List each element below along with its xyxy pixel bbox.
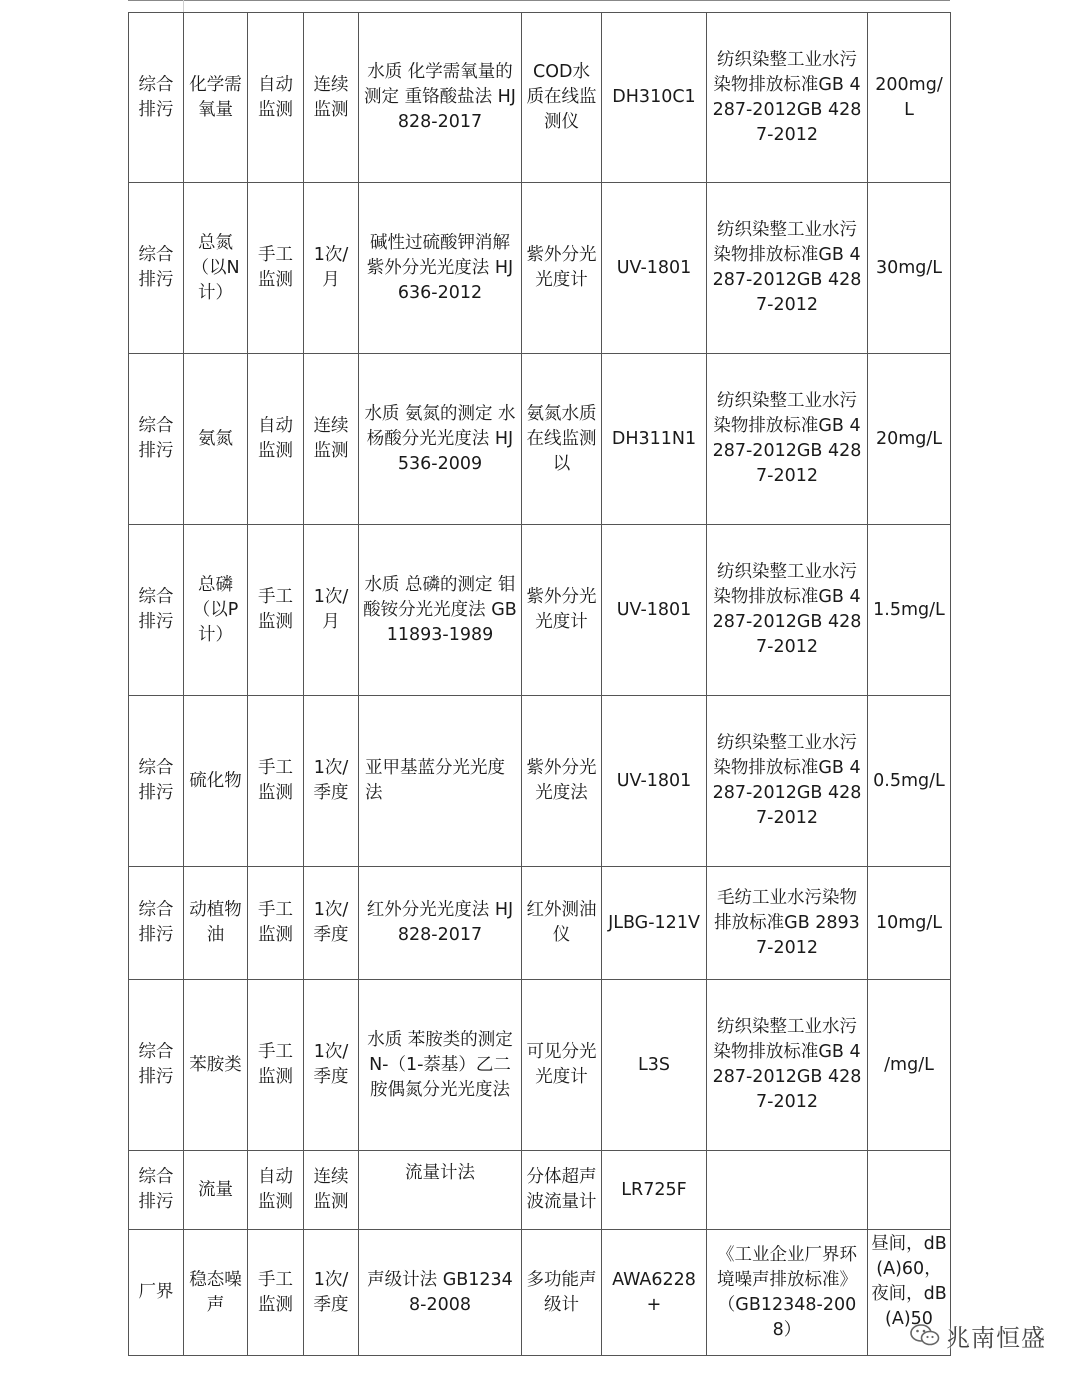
model-cell: UV-1801 <box>602 183 707 354</box>
frequency-cell: 1次/季度 <box>304 1230 359 1356</box>
watermark <box>910 1318 1046 1352</box>
model-cell: UV-1801 <box>602 525 707 696</box>
pollutant-cell: 总磷（以P计） <box>184 525 248 696</box>
pollutant-cell: 氨氮 <box>184 354 248 525</box>
pollutant-cell: 总氮（以N计） <box>184 183 248 354</box>
pollutant-cell: 动植物油 <box>184 867 248 980</box>
category-cell: 综合排污 <box>129 867 184 980</box>
mode-cell: 手工监测 <box>248 1230 304 1356</box>
limit-cell: 10mg/L <box>868 867 951 980</box>
standard-cell: 纺织染整工业水污染物排放标准GB 4287-2012GB 4287-2012 <box>707 183 868 354</box>
table-row <box>129 354 951 525</box>
mode-cell: 手工监测 <box>248 183 304 354</box>
method-cell: 水质 苯胺类的测定 N-（1-萘基）乙二胺偶氮分光光度法 <box>359 980 522 1151</box>
mode-cell: 手工监测 <box>248 696 304 867</box>
limit-cell: 1.5mg/L <box>868 525 951 696</box>
mode-cell: 自动监测 <box>248 1151 304 1230</box>
instrument-cell: 分体超声波流量计 <box>522 1151 602 1230</box>
category-cell: 综合排污 <box>129 183 184 354</box>
frequency-cell: 连续监测 <box>304 354 359 525</box>
pollutant-cell: 苯胺类 <box>184 980 248 1151</box>
watermark-text: 兆南恒盛 <box>946 1323 1046 1352</box>
standard-cell: 纺织染整工业水污染物排放标准GB 4287-2012GB 4287-2012 <box>707 525 868 696</box>
instrument-cell: 紫外分光光度计 <box>522 525 602 696</box>
frequency-cell: 1次/月 <box>304 525 359 696</box>
model-cell: LR725F <box>602 1151 707 1230</box>
frequency-cell: 1次/月 <box>304 183 359 354</box>
model-cell: DH310C1 <box>602 13 707 183</box>
standard-cell: 毛纺工业水污染物排放标准GB 28937-2012 <box>707 867 868 980</box>
instrument-cell: COD水质在线监测仪 <box>522 13 602 183</box>
table-row <box>129 696 951 867</box>
category-cell: 综合排污 <box>129 354 184 525</box>
limit-cell: 昼间，dB(A)60，夜间，dB(A)50 <box>868 1230 951 1356</box>
frequency-cell: 1次/季度 <box>304 980 359 1151</box>
previous-table-edge <box>183 0 184 12</box>
standard-cell: 纺织染整工业水污染物排放标准GB 4287-2012GB 4287-2012 <box>707 696 868 867</box>
standard-cell: 《工业企业厂界环境噪声排放标准》（GB12348-2008） <box>707 1230 868 1356</box>
mode-cell: 手工监测 <box>248 980 304 1151</box>
table-row <box>129 183 951 354</box>
standard-cell: 纺织染整工业水污染物排放标准GB 4287-2012GB 4287-2012 <box>707 13 868 183</box>
instrument-cell: 紫外分光光度计 <box>522 183 602 354</box>
limit-cell <box>868 1151 951 1230</box>
model-cell: AWA6228+ <box>602 1230 707 1356</box>
method-cell: 水质 总磷的测定 钼酸铵分光光度法 GB 11893-1989 <box>359 525 522 696</box>
monitoring-table <box>128 12 951 1356</box>
instrument-cell: 氨氮水质在线监测以 <box>522 354 602 525</box>
method-cell: 流量计法 <box>359 1151 522 1230</box>
pollutant-cell: 硫化物 <box>184 696 248 867</box>
method-cell: 水质 氨氮的测定 水杨酸分光光度法 HJ 536-2009 <box>359 354 522 525</box>
pollutant-cell: 流量 <box>184 1151 248 1230</box>
method-cell: 亚甲基蓝分光光度法 <box>359 696 522 867</box>
method-cell: 声级计法 GB12348-2008 <box>359 1230 522 1356</box>
table-row <box>129 980 951 1151</box>
frequency-cell: 1次/季度 <box>304 867 359 980</box>
model-cell: L3S <box>602 980 707 1151</box>
category-cell: 综合排污 <box>129 525 184 696</box>
frequency-cell: 连续监测 <box>304 13 359 183</box>
mode-cell: 自动监测 <box>248 13 304 183</box>
limit-cell: 200mg/L <box>868 13 951 183</box>
instrument-cell: 红外测油仪 <box>522 867 602 980</box>
table-row <box>129 867 951 980</box>
pollutant-cell: 化学需氧量 <box>184 13 248 183</box>
category-cell: 综合排污 <box>129 1151 184 1230</box>
limit-cell: 20mg/L <box>868 354 951 525</box>
instrument-cell: 多功能声级计 <box>522 1230 602 1356</box>
category-cell: 综合排污 <box>129 696 184 867</box>
category-cell: 综合排污 <box>129 13 184 183</box>
instrument-cell: 可见分光光度计 <box>522 980 602 1151</box>
mode-cell: 自动监测 <box>248 354 304 525</box>
standard-cell <box>707 1151 868 1230</box>
method-cell: 水质 化学需氧量的测定 重铬酸盐法 HJ 828-2017 <box>359 13 522 183</box>
limit-cell: 0.5mg/L <box>868 696 951 867</box>
table-row <box>129 525 951 696</box>
limit-cell: /mg/L <box>868 980 951 1151</box>
model-cell: JLBG-121V <box>602 867 707 980</box>
mode-cell: 手工监测 <box>248 867 304 980</box>
category-cell: 综合排污 <box>129 980 184 1151</box>
mode-cell: 手工监测 <box>248 525 304 696</box>
method-cell: 红外分光光度法 HJ828-2017 <box>359 867 522 980</box>
table-row <box>129 1230 951 1356</box>
instrument-cell: 紫外分光光度法 <box>522 696 602 867</box>
model-cell: DH311N1 <box>602 354 707 525</box>
standard-cell: 纺织染整工业水污染物排放标准GB 4287-2012GB 4287-2012 <box>707 354 868 525</box>
limit-cell: 30mg/L <box>868 183 951 354</box>
model-cell: UV-1801 <box>602 696 707 867</box>
wechat-logo-icon <box>910 1323 940 1347</box>
category-cell: 厂界 <box>129 1230 184 1356</box>
table-row <box>129 1151 951 1230</box>
standard-cell: 纺织染整工业水污染物排放标准GB 4287-2012GB 4287-2012 <box>707 980 868 1151</box>
pollutant-cell: 稳态噪声 <box>184 1230 248 1356</box>
method-cell: 碱性过硫酸钾消解紫外分光光度法 HJ 636-2012 <box>359 183 522 354</box>
table-row <box>129 13 951 183</box>
frequency-cell: 1次/季度 <box>304 696 359 867</box>
page-top-border <box>128 0 950 1</box>
frequency-cell: 连续监测 <box>304 1151 359 1230</box>
